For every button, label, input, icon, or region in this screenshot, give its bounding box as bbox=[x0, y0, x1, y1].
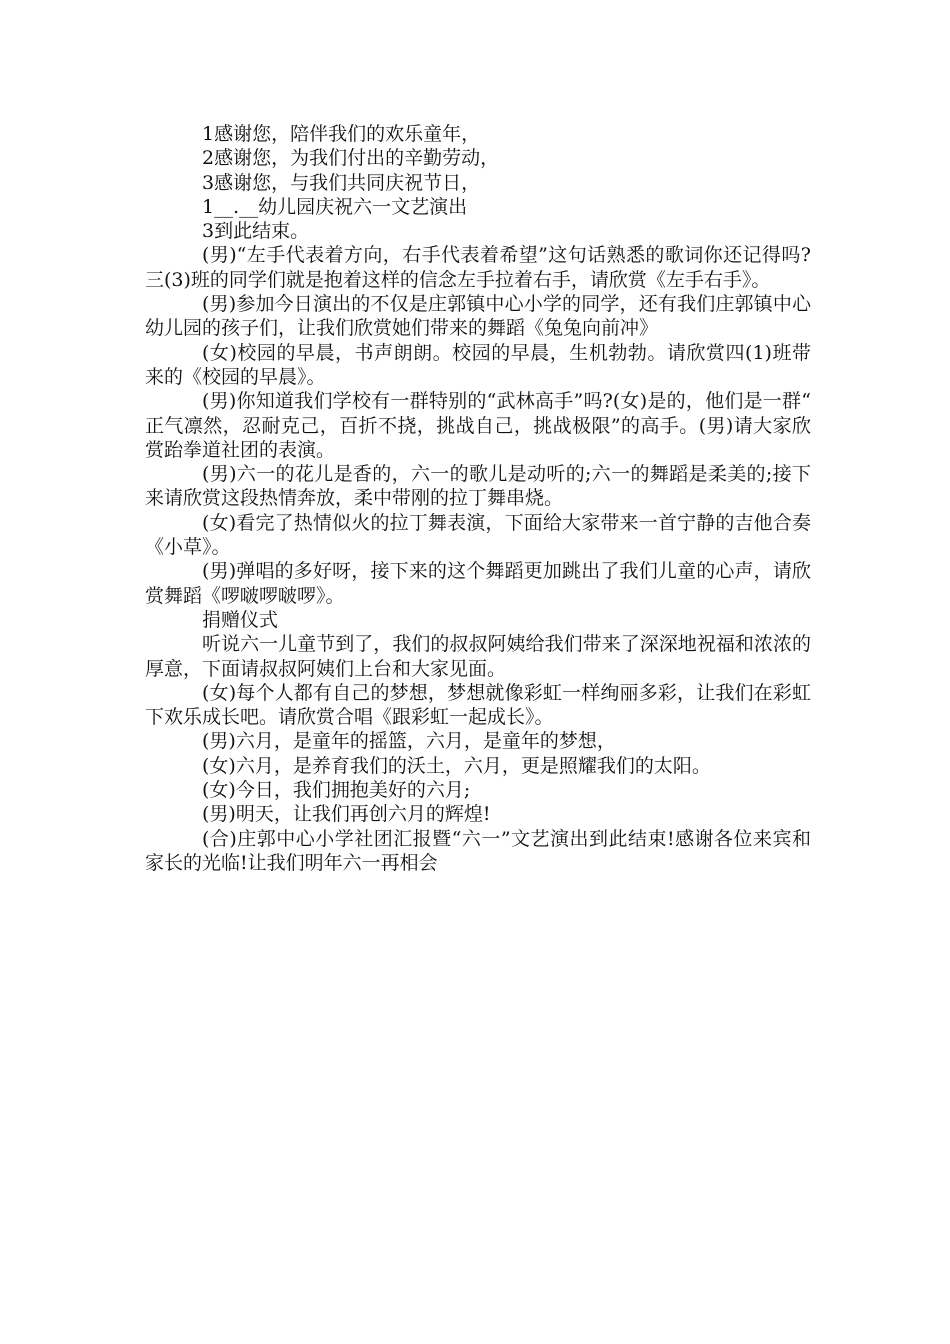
paragraph-latin-dance: (男)六一的花儿是香的，六一的歌儿是动听的;六一的舞蹈是柔美的;接下来请欣赏这段热情奔放，柔中带刚的拉丁舞串烧。 bbox=[145, 463, 811, 510]
paragraph-donation: 听说六一儿童节到了，我们的叔叔阿姨给我们带来了深深地祝福和浓浓的厚意，下面请叔叔阿姨们上台和大家见面。 bbox=[145, 633, 811, 680]
paragraph-june-2: (女)六月，是养育我们的沃土，六月，更是照耀我们的太阳。 bbox=[202, 754, 711, 777]
paragraph-taekwondo: (男)你知道我们学校有一群特别的“武林高手”吗?(女)是的，他们是一群“正气凛然，忍耐克己，百折不挠，挑战自己，挑战极限”的高手。(男)请大家欣赏跆拳道社团的表演。 bbox=[145, 390, 811, 461]
paragraph-tomorrow: (男)明天，让我们再创六月的辉煌! bbox=[202, 803, 491, 826]
paragraph-rainbow-chorus: (女)每个人都有自己的梦想，梦想就像彩虹一样绚丽多彩，让我们在彩虹下欢乐成长吧。请欣赏合唱《跟彩虹一起成长》。 bbox=[145, 681, 811, 729]
paragraph-thanks-2: 2感谢您，为我们付出的辛勤劳动， bbox=[202, 147, 500, 170]
document-body bbox=[145, 122, 811, 875]
paragraph-event-title: 1__.__幼儿园庆祝六一文艺演出 bbox=[202, 195, 468, 218]
paragraph-thanks-1: 1感谢您，陪伴我们的欢乐童年， bbox=[202, 123, 481, 145]
paragraph-campus-morning: (女)校园的早晨，书声朗朗。校园的早晨，生机勃勃。请欣赏四(1)班带来的《校园的早晨》。 bbox=[145, 341, 811, 388]
paragraph-thanks-3: 3感谢您，与我们共同庆祝节日， bbox=[202, 171, 481, 194]
paragraph-end-note: 3到此结束。 bbox=[202, 220, 310, 243]
paragraph-today: (女)今日，我们拥抱美好的六月; bbox=[202, 779, 471, 802]
paragraph-rabbit-dance: (男)参加今日演出的不仅是庄郭镇中心小学的同学，还有我们庄郭镇中心幼儿园的孩子们，让我们欣赏她们带来的舞蹈《兔兔向前冲》 bbox=[145, 293, 811, 340]
paragraph-guitar: (女)看完了热情似火的拉丁舞表演，下面给大家带来一首宁静的吉他合奏《小草》。 bbox=[145, 511, 811, 559]
paragraph-donation-heading: 捐赠仪式 bbox=[202, 608, 279, 631]
paragraph-singing-dance: (男)弹唱的多好呀，接下来的这个舞蹈更加跳出了我们儿童的心声，请欣赏舞蹈《啰啵啰啵啰》。 bbox=[145, 560, 811, 607]
paragraph-closing: (合)庄郭中心小学社团汇报暨“六一”文艺演出到此结束!感谢各位来宾和家长的光临!让我们明年六一再相会 bbox=[145, 827, 811, 874]
paragraph-june-1: (男)六月，是童年的摇篮，六月，是童年的梦想， bbox=[202, 730, 616, 753]
paragraph-left-right-hand: (男)“左手代表着方向，右手代表着希望”这句话熟悉的歌词你还记得吗?三(3)班的同学们就是抱着这样的信念左手拉着右手，请欣赏《左手右手》。 bbox=[145, 244, 811, 291]
